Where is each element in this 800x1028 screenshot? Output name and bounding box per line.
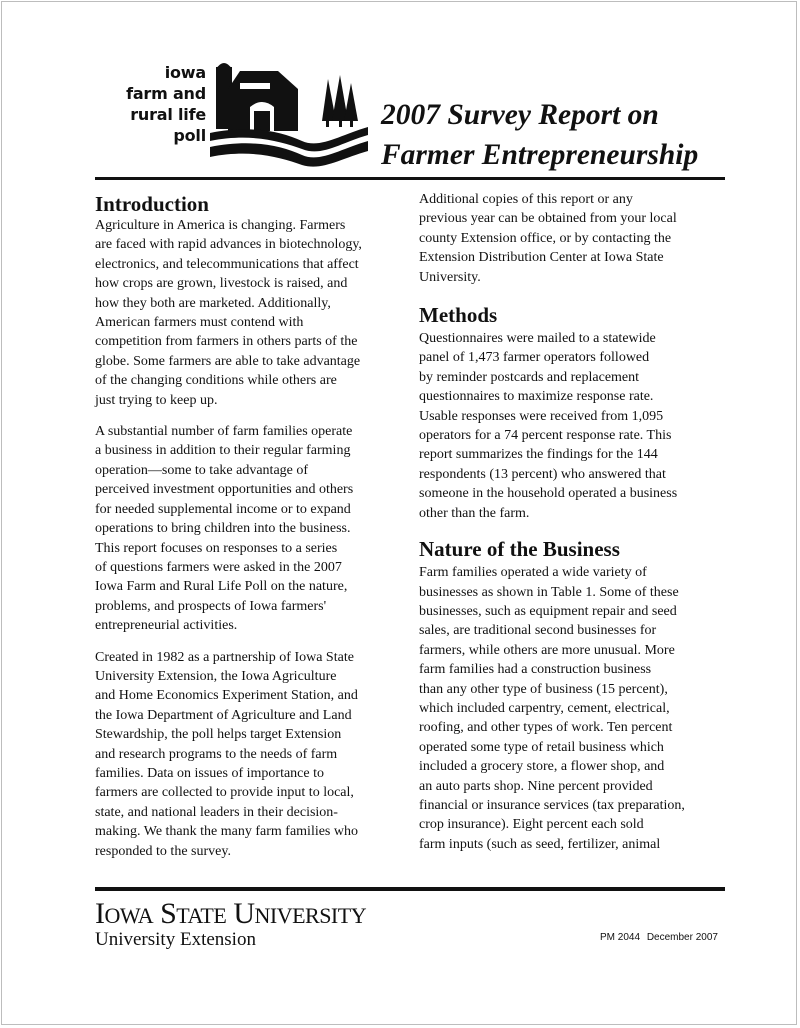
report-title bbox=[381, 95, 721, 175]
introduction-paragraph: Agriculture in America is changing. Farmers are faced with rapid advances in biotechnology, electronics, and telecommunications that affect how crops are grown, livestock is raised, and how they both are marketed. Additionally, American farmers must contend with competition from farmers in others parts of the globe. Some farmers are able to take advantage of the changing conditions while others are just trying to keep up. bbox=[95, 218, 362, 408]
logo-line: poll bbox=[173, 126, 206, 145]
additional-copies-paragraph: Additional copies of this report or any previous year can be obtained from your local county Extension office, or by contacting the Extension Distribution Center at Iowa State University. bbox=[419, 192, 677, 285]
left-column bbox=[95, 190, 405, 873]
nature-heading: Nature of the Business bbox=[419, 537, 620, 562]
poll-logo-text bbox=[118, 62, 206, 146]
report-title-line: 2007 Survey Report on bbox=[381, 99, 659, 131]
logo-line: iowa bbox=[164, 63, 206, 82]
logo-line: farm and bbox=[126, 84, 206, 103]
iowa-state-university-wordmark: IOWA STATE UNIVERSITY bbox=[95, 897, 367, 930]
methods-heading: Methods bbox=[419, 303, 498, 328]
logo-line: rural life bbox=[130, 105, 206, 124]
university-extension-label: University Extension bbox=[95, 929, 256, 950]
report-title-line: Farmer Entrepreneurship bbox=[381, 139, 699, 171]
introduction-heading: Introduction bbox=[95, 192, 209, 216]
nature-paragraph: Farm families operated a wide variety of businesses as shown in Table 1. Some of these businesses, such as equipment repair and seed sales, are traditional second businesses for farmers, while others are more unusual. More farm families had a construction business than any other type of business (15 percent), which included carpentry, cement, electrical, roofing, and other types of work. Ten percent operated some type of retail business which included a grocery store, a flower shop, and an auto parts shop. Nine percent provided financial or insurance services (tax preparation, crop insurance). Eight percent each sold farm inputs (such as seed, fertilizer, animal bbox=[419, 565, 685, 852]
introduction-paragraph: Created in 1982 as a partnership of Iowa State University Extension, the Iowa Agriculture and Home Economics Experiment Station, and the Iowa Department of Agriculture and Land Stewardship, the poll helps target Extension and research programs to the needs of farm families. Data on issues of importance to farmers are collected to provide input to local, state, and national leaders in their decision- making. We thank the many farm families who responded to the survey. bbox=[95, 649, 358, 859]
footer-divider bbox=[95, 887, 725, 891]
introduction-paragraph: A substantial number of farm families operate a business in addition to their regular farming operation—some to take advantage of perceived investment opportunities and others for needed supplemental income or to expand operations to bring children into the business. This report focuses on responses to a series of questions farmers were asked in the 2007 Iowa Farm and Rural Life Poll on the nature, problems, and prospects of Iowa farmers' entrepreneurial activities. bbox=[95, 424, 354, 634]
publication-info bbox=[596, 932, 718, 943]
header-divider bbox=[95, 177, 725, 180]
farm-barn-logo-icon bbox=[210, 55, 370, 170]
right-column bbox=[419, 190, 729, 866]
methods-paragraph: Questionnaires were mailed to a statewide panel of 1,473 farmer operators followed by reminder postcards and replacement questionnaires to maximize response rate. Usable responses were received from 1,095 operators for a 74 percent response rate. This report summarizes the findings for the 144 respondents (13 percent) who answered that someone in the household operated a business other than the farm. bbox=[419, 331, 678, 521]
publication-date: December 2007 bbox=[646, 932, 718, 943]
publication-number: PM 2044 bbox=[600, 932, 641, 943]
